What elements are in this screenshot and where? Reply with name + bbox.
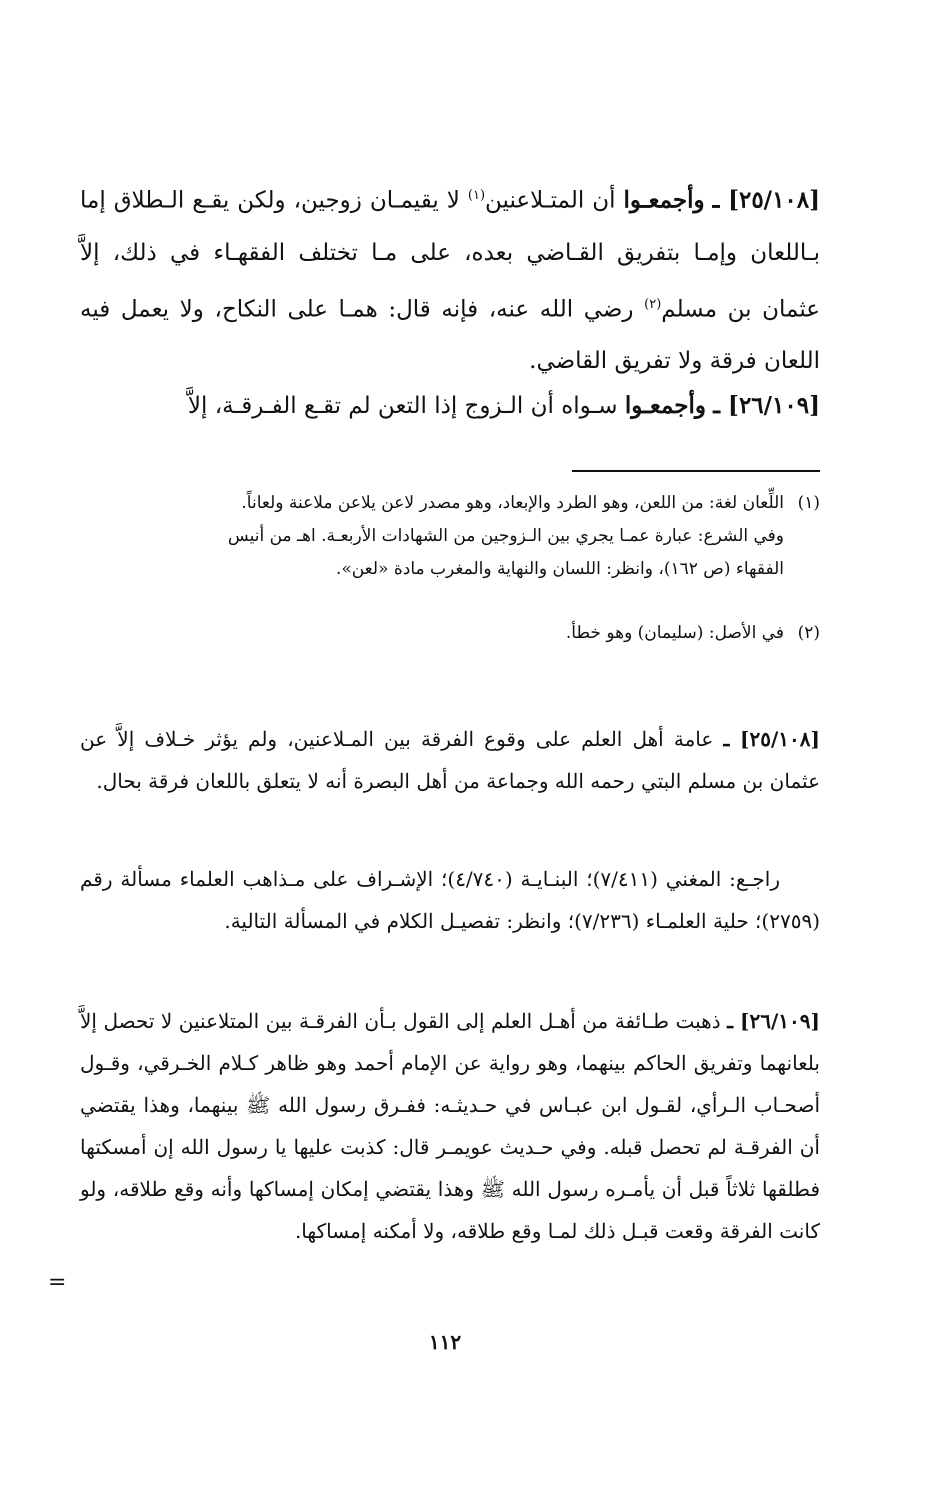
entry-reference: [٢٦/١٠٩] ـ xyxy=(713,392,820,419)
footnote-line: وفي الشرع: عبارة عمـا يجري بين الـزوجين من الشهادات الأربعـة. اهـ من أنيس xyxy=(227,526,784,546)
entry-reference: [٢٥/١٠٨] ـ xyxy=(712,186,821,214)
commentary-paragraph-2 xyxy=(80,858,820,942)
footnote-number: (٢) xyxy=(797,623,820,643)
footnote-separator xyxy=(572,470,820,472)
entry-reference: [٢٦/١٠٩] ـ xyxy=(727,1009,820,1033)
footnote-text: في الأصل: (سليمان) وهو خطأ. xyxy=(565,623,784,643)
footnote-number: (١) xyxy=(797,493,820,513)
footnote-line xyxy=(80,487,820,520)
footnote-1 xyxy=(80,487,820,586)
entry-reference: [٢٥/١٠٨] ـ xyxy=(723,727,820,751)
paragraph-text: رضي الله عنه، فإنه قال: همـا على النكاح، ولا يعمل فيه اللعان فرقة ولا تفريق القاضي. xyxy=(80,296,820,375)
paragraph-text: لا يقيمـان زوجين، ولكن يقـع الـطلاق إما بـاللعان وإمـا بتفريق القـاضي بعده، على مـا تختلف الفقهـاء في ذلك، إلاَّ عثمان بن مسلم xyxy=(80,187,821,323)
main-paragraph-2 xyxy=(80,380,820,432)
main-paragraph-1 xyxy=(80,170,820,387)
footnote-marker[interactable]: (١) xyxy=(467,188,486,203)
footnote-line: الفقهاء (ص ١٦٢)، وانظر: اللسان والنهاية والمغرب مادة «لعن». xyxy=(335,559,784,579)
page-number: ١١٢ xyxy=(428,1330,462,1354)
paragraph-text: ذهبت طـائفة من أهـل العلم إلى القول بـأن الفرقـة بين المتلاعنين لا تحصل إلاَّ بلعانهما وتفريق الحاكم بينهما، وهو رواية عن الإمام أحمد وهو ظاهر كـلام الخـرقي، وقـول أصحـاب الـرأي، لقـول ابن عبـاس في حـديثـه: ففـرق رسول الله ﷺ بينهما، وهذا يقتضي أن الفرقـة لم تحصل قبله. وفي حـديث عويمـر قال: كذبت عليها يا رسول الله إن أمسكتها فطلقها ثلاثاً قبل أن يأمـره رسول الله ﷺ وهذا يقتضي إمكان إمساكها وأنه وقع طلاقه، ولو كانت الفرقة وقعت قبـل ذلك لمـا وقع طلاقه، ولا أمكنه إمساكها. xyxy=(80,1009,820,1243)
paragraph-text: سـواه أن الـزوج إذا التعن لم تقـع الفـرقـة، إلاَّ xyxy=(187,393,618,419)
footnote-2 xyxy=(80,617,820,650)
entry-lead-word: وأجمعـوا xyxy=(623,186,705,214)
margin-mark: = xyxy=(48,1270,67,1295)
entry-lead-word: وأجمعـوا xyxy=(624,392,706,419)
footnote-marker[interactable]: (٢) xyxy=(644,296,662,312)
commentary-paragraph-3 xyxy=(80,1000,820,1252)
paragraph-text: راجـع: المغني (٧/٤١١)؛ البنـايـة (٤/٧٤٠)؛ الإشـراف على مـذاهب العلماء مسألة رقم (٢٧٥٩)؛ حلية العلمـاء (٧/٢٣٦)؛ وانظر: تفصيـل الكلام في المسألة التالية. xyxy=(80,867,820,933)
footnote-text: اللِّعان لغة: من اللعن، وهو الطرد والإبعاد، وهو مصدر لاعن يلاعن ملاعنة ولعاناً. xyxy=(241,493,784,513)
commentary-paragraph-1 xyxy=(80,718,820,802)
paragraph-text: عامة أهل العلم على وقوع الفرقة بين المـلاعنين، ولم يؤثر خـلاف إلاَّ عن عثمان بن مسلم البتي رحمه الله وجماعة من أهل البصرة أنه لا يتعلق باللعان فرقة بحال. xyxy=(80,727,820,793)
paragraph-text: أن المتـلاعنين xyxy=(485,187,616,214)
